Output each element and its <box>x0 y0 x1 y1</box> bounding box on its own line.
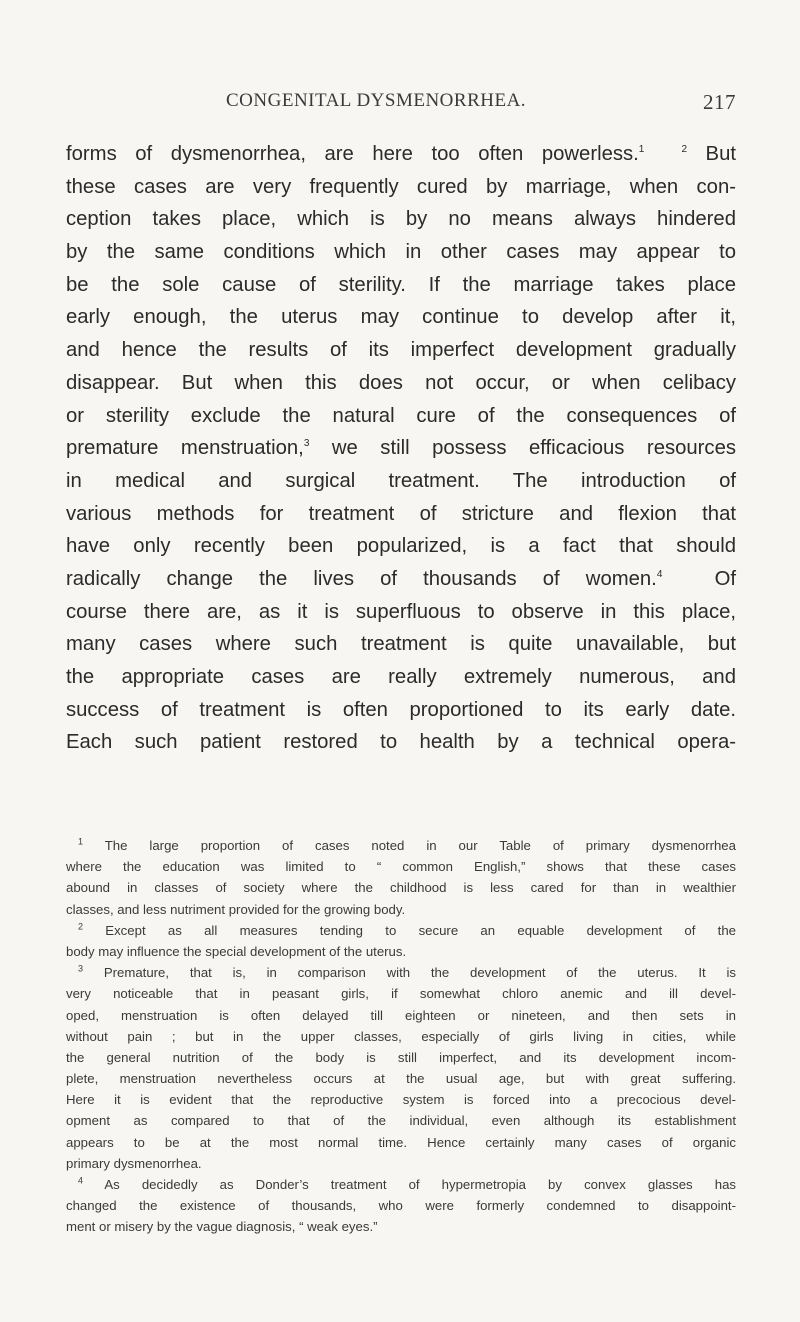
body-line: disappear. But when this does not occur, or when celibacy <box>66 371 736 394</box>
body-line: early enough, the uterus may continue to develop after it, <box>66 306 736 329</box>
body-line: Each such patient restored to health by a technical opera- <box>66 731 736 754</box>
body-line: in medical and surgical treatment. The introduction of <box>66 469 736 492</box>
body-line: the appropriate cases are really extremely numerous, and <box>66 666 736 688</box>
footnote-ref: 1 <box>638 144 645 156</box>
footnote-3-line: primary dysmenorrhea. <box>66 1155 202 1171</box>
footnote-3-line: $^3$ Premature, that is, in comparison with the development of the uterus. It is <box>78 963 736 981</box>
footnote-4-line: $^4$ As decidedly as Donder’s treatment of hypermetropia by convex glasses has <box>78 1175 736 1192</box>
body-line: these cases are very frequently cured by marriage, when con- <box>66 175 736 198</box>
footnote-ref: 4 <box>656 569 663 581</box>
footnote-1-line: $^1$ The large proportion of cases noted in our Table of primary dysmenorrhea <box>78 836 736 853</box>
running-header <box>66 90 736 120</box>
footnote-1-line: classes, and less nutriment provided for the growing body. <box>66 901 406 917</box>
body-line: or sterility exclude the natural cure of the consequences of <box>66 404 736 427</box>
footnote-marker: 2 <box>78 921 84 932</box>
body-paragraph <box>66 138 736 759</box>
body-line: course there are, as it is superfluous to observe in this place, <box>66 600 736 623</box>
footnote-marker: 4 <box>78 1175 84 1186</box>
body-line: various methods for treatment of stricture and flexion that <box>66 502 736 525</box>
body-line: premature menstruation,$^3$ we still possess efficacious resources <box>66 437 736 460</box>
running-title: CONGENITAL DYSMENORRHEA. <box>226 90 527 111</box>
body-line: by the same conditions which in other cases may appear to <box>66 241 736 264</box>
body-line: and hence the results of its imperfect development gradually <box>66 339 736 362</box>
footnote-marker: 1 <box>78 836 84 847</box>
footnote-ref: 2 <box>681 144 687 156</box>
body-line: ception takes place, which is by no means always hindered <box>66 208 736 231</box>
footnote-ref: 3 <box>303 438 310 450</box>
footnote-3-line: plete, menstruation nevertheless occurs at the usual age, but with great suffering. <box>66 1071 736 1087</box>
footnote-marker: 3 <box>78 963 84 974</box>
footnote-3-line: opment as compared to that of the individual, even although its establishment <box>66 1113 736 1129</box>
footnote-2-line: body may influence the special development of the uterus. <box>66 943 407 959</box>
footnote-2-line: $^2$ Except as all measures tending to secure an equable development of the <box>78 921 736 938</box>
footnote-4-line: changed the existence of thousands, who were formerly condemned to disappoint- <box>66 1198 736 1214</box>
footnote-4-line: ment or misery by the vague diagnosis, “ weak eyes.” <box>66 1219 378 1235</box>
footnote-3-line: the general nutrition of the body is still imperfect, and its development incom- <box>66 1049 736 1065</box>
body-line: forms of dysmenorrhea, are here too often powerless.$^1$ $^2$ But <box>66 143 736 165</box>
footnote-1-line: abound in classes of society where the childhood is less cared for than in wealthier <box>66 880 736 896</box>
body-line: be the sole cause of sterility. If the marriage takes place <box>66 273 736 296</box>
footnote-1-line: where the education was limited to “ common English,” shows that these cases <box>66 859 736 875</box>
body-line: have only recently been popularized, is a fact that should <box>66 535 736 558</box>
footnote-3-line: without pain ; but in the upper classes, especially of girls living in cities, while <box>66 1028 736 1044</box>
footnote-3-line: very noticeable that in peasant girls, if somewhat chloro anemic and ill devel- <box>66 986 736 1002</box>
body-line: radically change the lives of thousands of women.$^4$ Of <box>66 567 736 590</box>
footnote-3-line: oped, menstruation is often delayed till eighteen or nineteen, and then sets in <box>66 1007 736 1023</box>
page-number: 217 <box>703 90 736 114</box>
footnote-3-line: Here it is evident that the reproductive system is forced into a precocious devel- <box>66 1092 736 1108</box>
footnotes <box>66 835 736 1238</box>
body-line: success of treatment is often proportioned to its early date. <box>66 698 736 721</box>
footnote-3-line: appears to be at the most normal time. Hence certainly many cases of organic <box>66 1134 736 1150</box>
body-line: many cases where such treatment is quite unavailable, but <box>66 633 736 656</box>
